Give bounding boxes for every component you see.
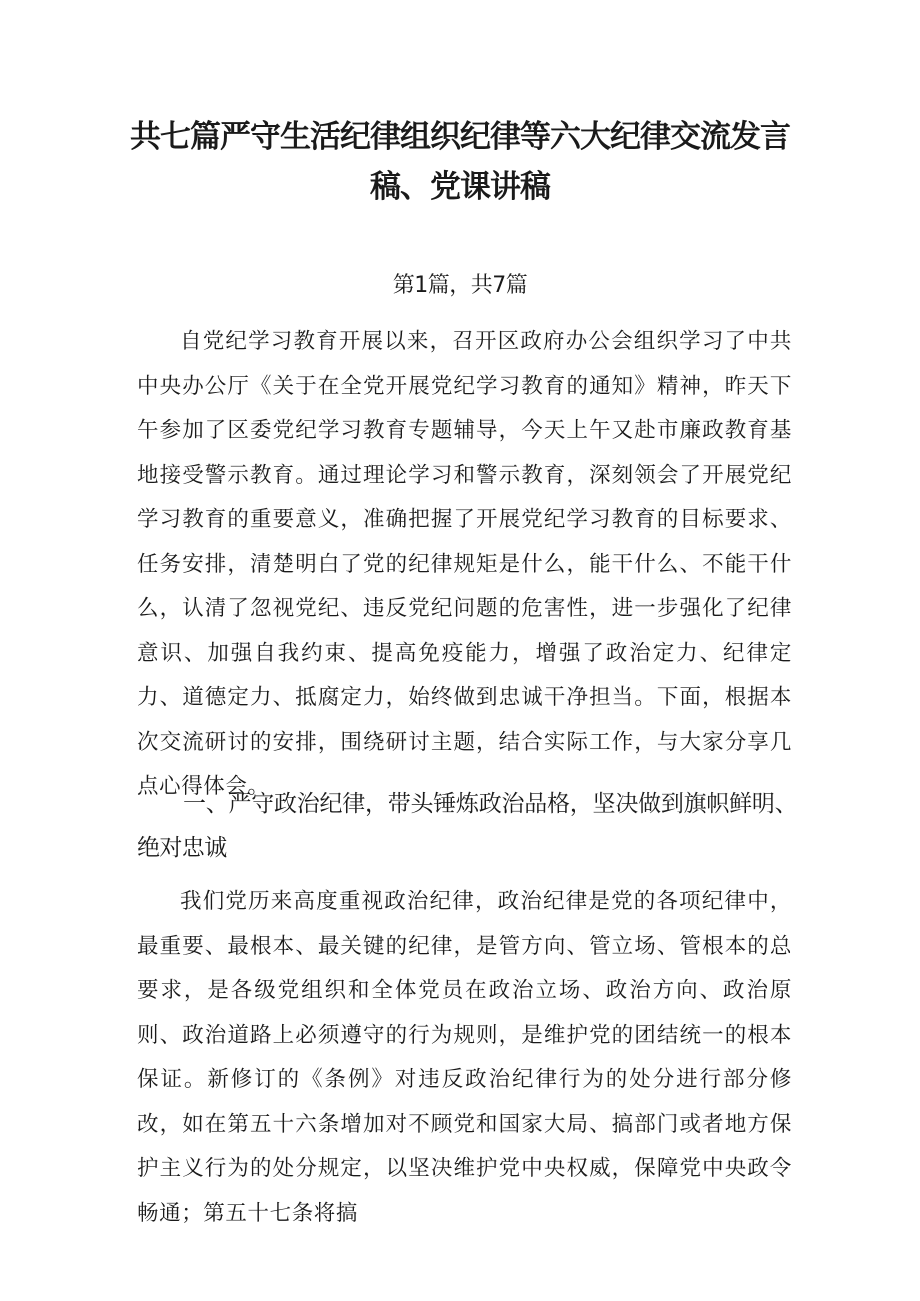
document-title: 共七篇严守生活纪律组织纪律等六大纪律交流发言稿、党课讲稿 bbox=[130, 119, 790, 205]
section-1-paragraph: 我们党历来高度重视政治纪律，政治纪律是党的各项纪律中，最重要、最根本、最关键的纪律，是管方向、管立场、管根本的总要求，是各级党组织和全体党员在政治立场、政治方向、政治原则、政治道路上必须遵守的行为规则，是维护党的团结统一的根本保证。新修订的《条例》对违反政治纪律行为的处分进行部分修改，如在第五十六条增加对不顾党和国家大局、搞部门或者地方保护主义行为的处分规定，以坚决维护党中央权威，保障党中央政令畅通；第五十七条将搞 bbox=[137, 889, 792, 1226]
intro-paragraph: 自党纪学习教育开展以来，召开区政府办公会组织学习了中共中央办公厅《关于在全党开展党纪学习教育的通知》精神，昨天下午参加了区委党纪学习教育专题辅导，今天上午又赴市廉政教育基地接受警示教育。通过理论学习和警示教育，深刻领会了开展党纪学习教育的重要意义，准确把握了开展党纪学习教育的目标要求、任务安排，清楚明白了党的纪律规矩是什么，能干什么、不能干什么，认清了忽视党纪、违反党纪问题的危害性，进一步强化了纪律意识、加强自我约束、提高免疫能力，增强了政治定力、纪律定力、道德定力、抵腐定力，始终做到忠诚干净担当。下面，根据本次交流研讨的安排，围绕研讨主题，结合实际工作，与大家分享几点心得体会。 bbox=[137, 329, 792, 799]
part-indicator: 第1篇，共7篇 bbox=[392, 273, 528, 298]
section-heading-1: 一、严守政治纪律，带头锤炼政治品格，坚决做到旗帜鲜明、绝对忠诚 bbox=[137, 791, 797, 861]
